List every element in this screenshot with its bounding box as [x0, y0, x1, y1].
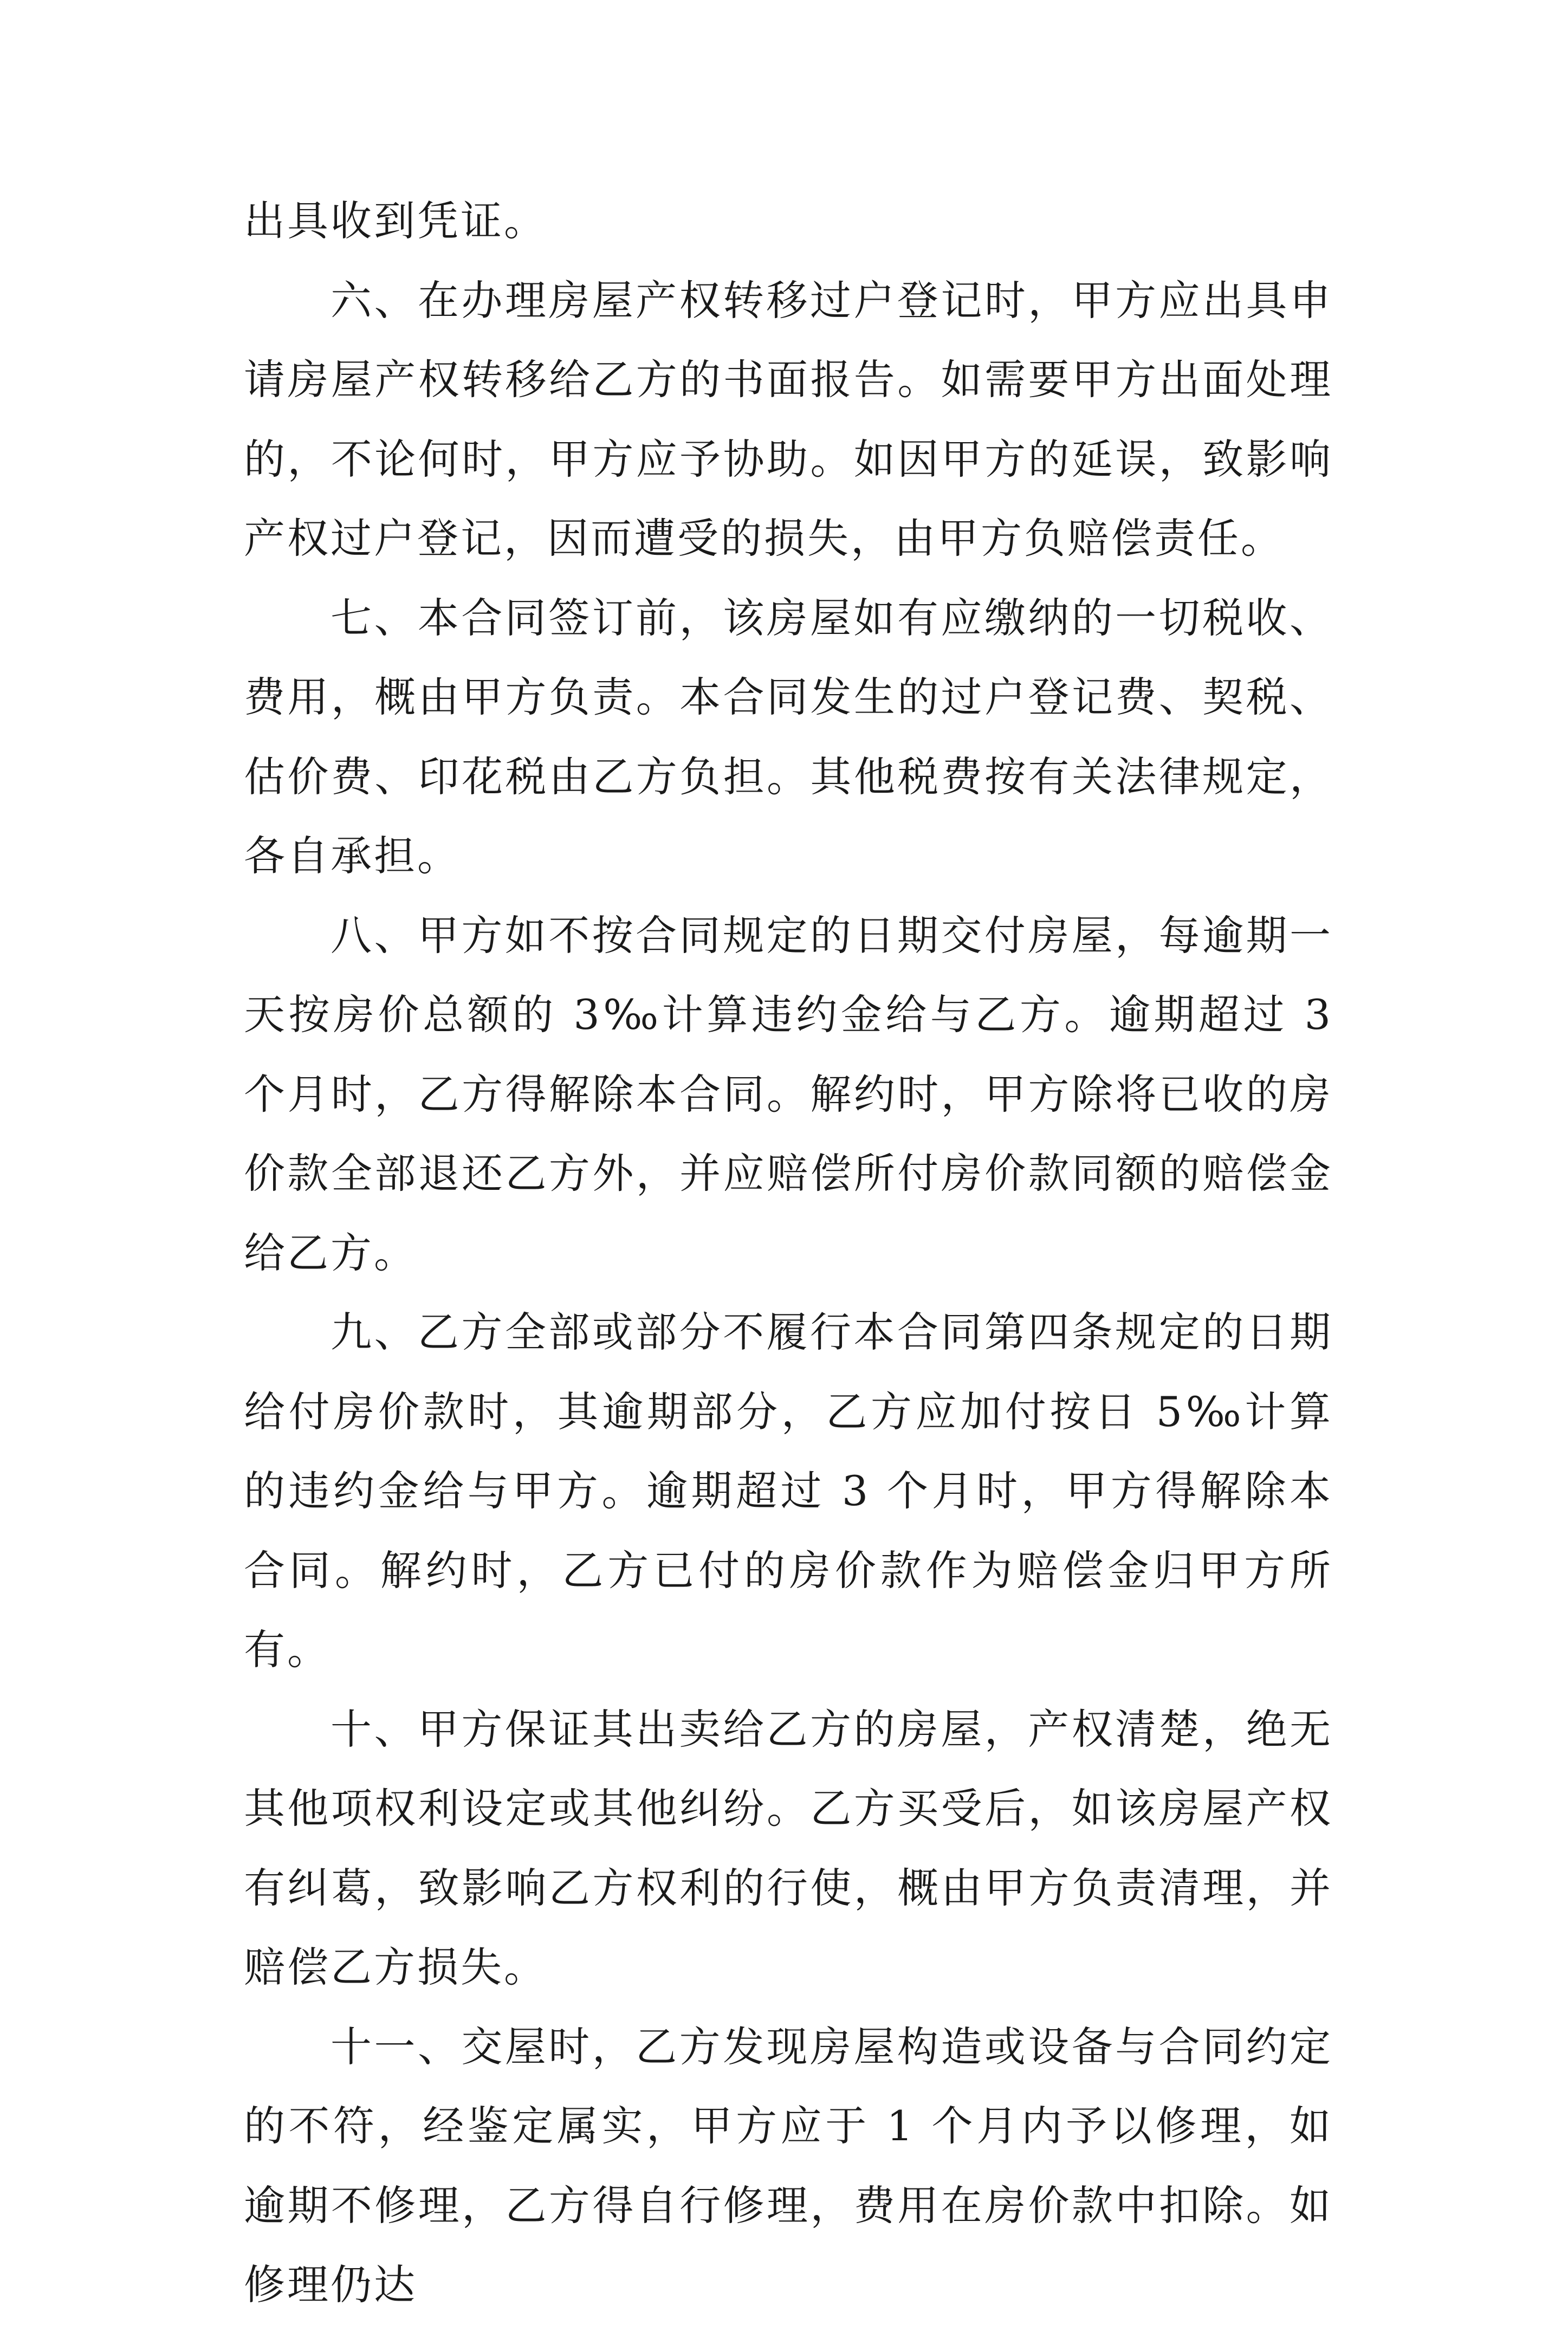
clause-6: 六、在办理房屋产权转移过户登记时，甲方应出具申请房屋产权转移给乙方的书面报告。如需要甲方出面处理的，不论何时，甲方应予协助。如因甲方的延误，致影响产权过户登记，因而遭受的损失，由甲方负赔偿责任。	[244, 276, 1333, 562]
clause-10: 十、甲方保证其出卖给乙方的房屋，产权清楚，绝无其他项权利设定或其他纠纷。乙方买受后，如该房屋产权有纠葛，致影响乙方权利的行使，概由甲方负责清理，并赔偿乙方损失。	[244, 1705, 1333, 1991]
clause-7: 七、本合同签订前，该房屋如有应缴纳的一切税收、费用，概由甲方负责。本合同发生的过户登记费、契税、估价费、印花税由乙方负担。其他税费按有关法律规定，各自承担。	[244, 593, 1333, 880]
clause-9: 九、乙方全部或部分不履行本合同第四条规定的日期给付房价款时，其逾期部分，乙方应加付按日 5‰计算的违约金给与甲方。逾期超过 3 个月时，甲方得解除本合同。解约时，乙方已付的房价款作为赔偿金归甲方所有。	[244, 1308, 1333, 1674]
clause-8: 八、甲方如不按合同规定的日期交付房屋，每逾期一天按房价总额的 3‰计算违约金给与乙方。逾期超过 3 个月时，乙方得解除本合同。解约时，甲方除将已收的房价款全部退还乙方外，并应赔偿所付房价款同额的赔偿金给乙方。	[244, 911, 1333, 1277]
contract-body	[244, 182, 1333, 2325]
paragraph-continuation: 出具收到凭证。	[244, 197, 547, 245]
clause-11: 十一、交屋时，乙方发现房屋构造或设备与合同约定的不符，经鉴定属实，甲方应于 1 个月内予以修理，如逾期不修理，乙方得自行修理，费用在房价款中扣除。如修理仍达	[244, 2022, 1333, 2309]
